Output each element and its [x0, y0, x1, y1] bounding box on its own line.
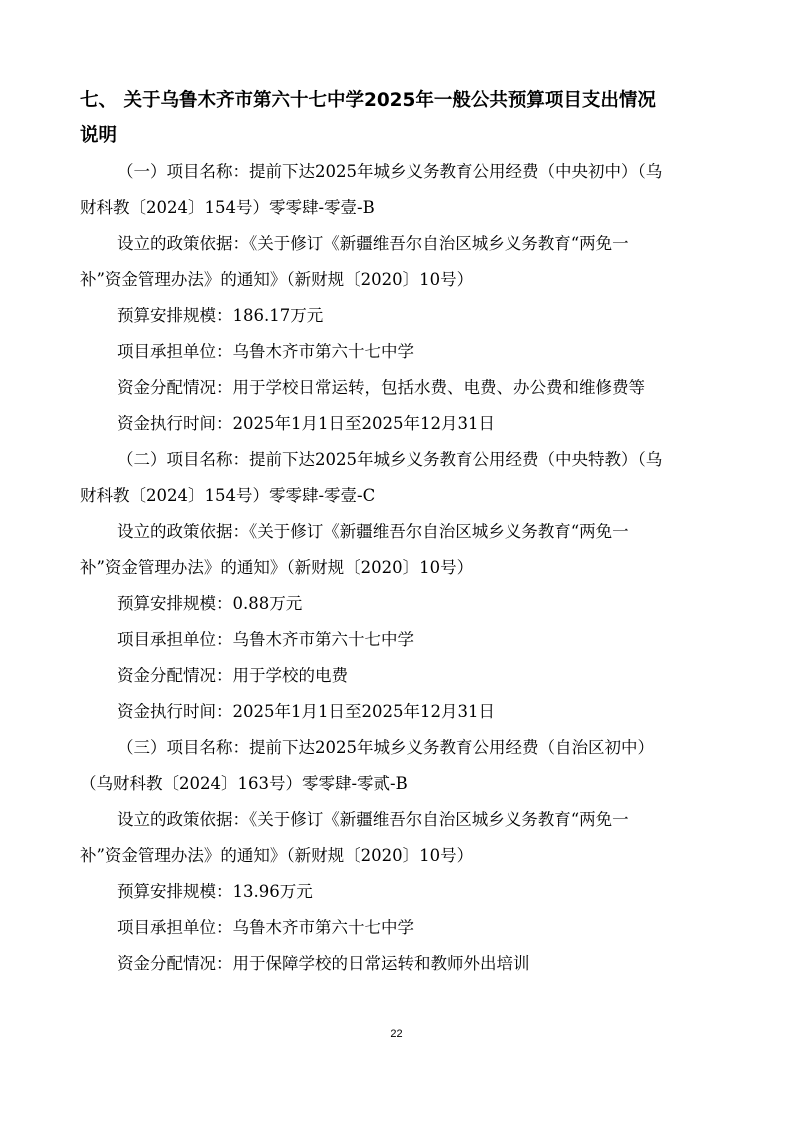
project-2-name: （二）项目名称：提前下达2025年城乡义务教育公用经费（中央特教）（乌	[117, 450, 663, 469]
project-3-budget-scale: 预算安排规模：13.96万元	[117, 882, 313, 901]
project-1-execution-period: 资金执行时间：2025年1月1日至2025年12月31日	[117, 414, 495, 433]
project-3-name-continued: （乌财科教〔2024〕163号）零零肆-零贰-B	[80, 774, 408, 793]
project-1-policy-basis: 设立的政策依据：《关于修订《新疆维吾尔自治区城乡义务教育“两免一	[117, 234, 629, 253]
project-1-fund-allocation: 资金分配情况：用于学校日常运转，包括水费、电费、办公费和维修费等	[117, 378, 645, 397]
project-3-name: （三）项目名称：提前下达2025年城乡义务教育公用经费（自治区初中）	[117, 738, 654, 757]
project-2-responsible-unit: 项目承担单位：乌鲁木齐市第六十七中学	[117, 630, 414, 649]
project-3-policy-basis-continued: 补”资金管理办法》的通知》（新财规〔2020〕10号）	[80, 846, 474, 865]
project-2-policy-basis: 设立的政策依据：《关于修订《新疆维吾尔自治区城乡义务教育“两免一	[117, 522, 629, 541]
project-1-responsible-unit: 项目承担单位：乌鲁木齐市第六十七中学	[117, 342, 414, 361]
project-2-name-continued: 财科教〔2024〕154号）零零肆-零壹-C	[80, 486, 376, 505]
project-2-execution-period: 资金执行时间：2025年1月1日至2025年12月31日	[117, 702, 495, 721]
project-2-policy-basis-continued: 补”资金管理办法》的通知》（新财规〔2020〕10号）	[80, 558, 474, 577]
project-1-name-continued: 财科教〔2024〕154号）零零肆-零壹-B	[80, 198, 375, 217]
page-number: 22	[390, 1028, 403, 1040]
project-2-budget-scale: 预算安排规模：0.88万元	[117, 594, 303, 613]
project-1-name: （一）项目名称：提前下达2025年城乡义务教育公用经费（中央初中）（乌	[117, 162, 663, 181]
section-heading-continued: 说明	[80, 125, 118, 146]
project-3-responsible-unit: 项目承担单位：乌鲁木齐市第六十七中学	[117, 918, 414, 937]
section-heading: 七、 关于乌鲁木齐市第六十七中学2025年一般公共预算项目支出情况	[80, 90, 656, 111]
project-2-fund-allocation: 资金分配情况：用于学校的电费	[117, 666, 348, 685]
project-1-policy-basis-continued: 补”资金管理办法》的通知》（新财规〔2020〕10号）	[80, 270, 474, 289]
project-3-fund-allocation: 资金分配情况：用于保障学校的日常运转和教师外出培训	[117, 954, 530, 973]
project-3-policy-basis: 设立的政策依据：《关于修订《新疆维吾尔自治区城乡义务教育“两免一	[117, 810, 629, 829]
project-1-budget-scale: 预算安排规模：186.17万元	[117, 306, 324, 325]
